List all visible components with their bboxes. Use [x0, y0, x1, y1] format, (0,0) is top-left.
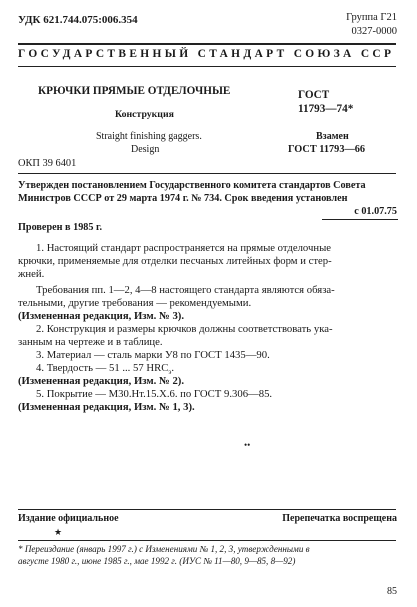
okp-rule [18, 173, 396, 174]
star-mark: ★ [54, 527, 63, 537]
hardness-text: 4. Твердость — 51 ... 57 HRC [36, 362, 169, 374]
replaces-label: Взамен [316, 131, 349, 142]
classifier-code: 0327-0000 [351, 26, 397, 37]
reissue-note-line-1: * Переиздание (январь 1997 г.) с Изменениями № 1, 2, 3, утвержденными в [18, 544, 310, 554]
requirements-line-2: тельными, другие требования — рекомендуемыми. [18, 297, 252, 309]
top-rule [18, 43, 396, 45]
clause-1-line-1: 1. Настоящий стандарт распространяется на прямые отделочные [36, 242, 332, 254]
okp-code: ОКП 39 6401 [18, 158, 77, 169]
clause-5-coating: 5. Покрытие — М30.Нт.15.Х.6. по ГОСТ 9.306—85. [36, 388, 273, 400]
mid-page-mark: •• [244, 440, 251, 450]
hardness-period: . [171, 362, 175, 374]
clause-2-line-2: занным на чертеже и в таблице. [18, 336, 163, 348]
reissue-note-line-2: августе 1980 г., июне 1985 г., мае 1992 г. (ИУС № 11—80, 9—85, 8—92) [18, 556, 296, 566]
page-number: 85 [387, 586, 397, 597]
gost-label: ГОСТ [298, 89, 330, 101]
approval-line-1: Утвержден постановлением Государственного комитета стандартов Совета [18, 180, 366, 191]
official-edition: Издание официальное [18, 513, 119, 524]
group-code: Группа Г21 [346, 12, 397, 23]
requirements-line-1: Требования пп. 1—2, 4—8 настоящего стандарта являются обяза- [36, 284, 335, 296]
udk-code: УДК 621.744.075:006.354 [18, 14, 138, 26]
clause-3-material: 3. Материал — сталь марки У8 по ГОСТ 1435—90. [36, 349, 270, 361]
clause-1-line-2: крючки, применяемые для отделки песчаных литейных форм и стер- [18, 255, 332, 267]
document-subtitle: Конструкция [115, 109, 174, 120]
footer-rule [18, 509, 396, 510]
note-rule [18, 540, 396, 541]
gost-number: 11793—74* [298, 103, 354, 115]
clause-2-line-1: 2. Конструкция и размеры крючков должны соответствовать ука- [36, 323, 333, 335]
state-standard-title: ГОСУДАРСТВЕННЫЙ СТАНДАРТ СОЮЗА ССР [18, 48, 395, 60]
amendment-note-2: (Измененная редакция, Изм. № 2). [18, 375, 185, 387]
amendment-note-3: (Измененная редакция, Изм. № 1, 3). [18, 401, 195, 413]
english-subtitle: Design [131, 144, 160, 155]
replaces-value: ГОСТ 11793—66 [288, 144, 366, 155]
approval-line-2: Министров СССР от 29 марта 1974 г. № 734. Срок введения установлен [18, 193, 348, 204]
date-underline [322, 219, 398, 220]
hardness-subscript: э [168, 368, 172, 377]
checked-year: Проверен в 1985 г. [18, 222, 103, 233]
reprint-forbidden: Перепечатка воспрещена [282, 513, 397, 524]
introduction-date: с 01.07.75 [354, 206, 397, 217]
amendment-note-1: (Измененная редакция, Изм. № 3). [18, 310, 185, 322]
clause-1-line-3: жней. [18, 268, 45, 280]
english-title: Straight finishing gaggers. [96, 131, 202, 142]
document-title: КРЮЧКИ ПРЯМЫЕ ОТДЕЛОЧНЫЕ [38, 85, 231, 97]
title-rule [18, 66, 396, 67]
